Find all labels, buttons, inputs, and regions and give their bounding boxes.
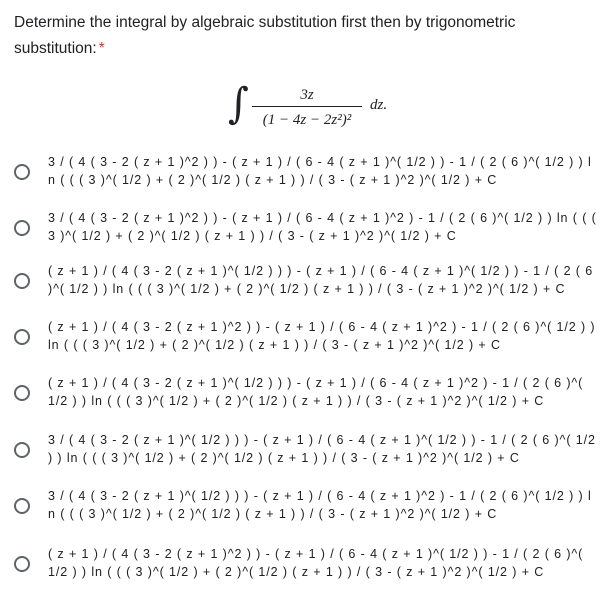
radio-button[interactable] xyxy=(14,273,30,289)
equation-denominator: (1 − 4z − 2z²)² xyxy=(262,112,352,128)
answer-option-1[interactable] xyxy=(14,153,604,197)
answer-option-7[interactable] xyxy=(14,487,604,531)
radio-button[interactable] xyxy=(14,442,30,458)
radio-button[interactable] xyxy=(14,498,30,514)
equation-differential: dz. xyxy=(370,97,388,113)
equation-numerator: 3z xyxy=(300,87,314,103)
option-label: 3 / ( 4 ( 3 - 2 ( z + 1 )^2 ) ) - ( z + 1 ) / ( 6 - 4 ( z + 1 )^( 1/2 ) ) - 1 / ( 2 ( 6 )^( 1/2 ) ) ln ( ( ( 3 )^( 1/2 ) + ( 2 )^( 1/2 ) ( z + 1 ) ) / ( 3 - ( z + 1 )^2 )^( 1/2 ) + C xyxy=(48,155,592,187)
option-label: ( z + 1 ) / ( 4 ( 3 - 2 ( z + 1 )^2 ) ) - ( z + 1 ) / ( 6 - 4 ( z + 1 )^( 1/2 ) ) - 1 / ( 2 ( 6 )^( 1/2 ) ) ln ( ( ( 3 )^( 1/2 ) + ( 2 )^( 1/2 ) ( z + 1 ) ) / ( 3 - ( z + 1 )^2 )^( 1/2 ) + C xyxy=(48,547,584,579)
option-label: ( z + 1 ) / ( 4 ( 3 - 2 ( z + 1 )^( 1/2 ) ) ) - ( z + 1 ) / ( 6 - 4 ( z + 1 )^2 ) - 1 / ( 2 ( 6 )^( 1/2 ) ) ln ( ( ( 3 )^( 1/2 ) + ( 2 )^( 1/2 ) ( z + 1 ) ) / ( 3 - ( z + 1 )^2 )^( 1/2 ) + C xyxy=(48,376,584,408)
equation-fraction xyxy=(250,86,364,130)
answer-option-5[interactable] xyxy=(14,374,604,418)
answer-option-6[interactable] xyxy=(14,431,604,475)
radio-button[interactable] xyxy=(14,329,30,345)
option-label: 3 / ( 4 ( 3 - 2 ( z + 1 )^( 1/2 ) ) ) - ( z + 1 ) / ( 6 - 4 ( z + 1 )^2 ) - 1 / ( 2 ( 6 )^( 1/2 ) ) ln ( ( ( 3 )^( 1/2 ) + ( 2 )^( 1/2 ) ( z + 1 ) ) / ( 3 - ( z + 1 )^2 )^( 1/2 ) + C xyxy=(48,489,592,521)
answer-option-4[interactable] xyxy=(14,318,604,362)
answer-option-8[interactable] xyxy=(14,545,604,589)
option-label: ( z + 1 ) / ( 4 ( 3 - 2 ( z + 1 )^( 1/2 ) ) ) - ( z + 1 ) / ( 6 - 4 ( z + 1 )^( 1/2 ) ) - 1 / ( 2 ( 6 )^( 1/2 ) ) ln ( ( ( 3 )^( 1/2 ) + ( 2 )^( 1/2 ) ( z + 1 ) ) / ( 3 - ( z + 1 )^2 )^( 1/2 ) + C xyxy=(48,264,594,296)
integral-equation xyxy=(228,79,418,154)
radio-button[interactable] xyxy=(14,164,30,180)
option-label: 3 / ( 4 ( 3 - 2 ( z + 1 )^2 ) ) - ( z + 1 ) / ( 6 - 4 ( z + 1 )^2 ) - 1 / ( 2 ( 6 )^( 1/2 ) ) ln ( ( ( 3 )^( 1/2 ) + ( 2 )^( 1/2 ) ( z + 1 ) ) / ( 3 - ( z + 1 )^2 )^( 1/2 ) + C xyxy=(48,211,597,243)
question-title xyxy=(14,10,599,62)
answer-option-3[interactable] xyxy=(14,262,604,306)
radio-button[interactable] xyxy=(14,385,30,401)
question-title-text: Determine the integral by algebraic substitution first then by trigonometric substitution: xyxy=(14,14,516,57)
integral-symbol: ∫ xyxy=(228,79,249,129)
radio-button[interactable] xyxy=(14,220,30,236)
option-label: ( z + 1 ) / ( 4 ( 3 - 2 ( z + 1 )^2 ) ) - ( z + 1 ) / ( 6 - 4 ( z + 1 )^2 ) - 1 / ( 2 ( 6 )^( 1/2 ) ) ln ( ( ( 3 )^( 1/2 ) + ( 2 )^( 1/2 ) ( z + 1 ) ) / ( 3 - ( z + 1 )^2 )^( 1/2 ) + C xyxy=(48,320,596,352)
required-marker: * xyxy=(98,40,105,57)
radio-button[interactable] xyxy=(14,556,30,572)
answer-option-2[interactable] xyxy=(14,209,604,253)
option-label: 3 / ( 4 ( 3 - 2 ( z + 1 )^( 1/2 ) ) ) - ( z + 1 ) / ( 6 - 4 ( z + 1 )^( 1/2 ) ) - 1 / ( 2 ( 6 )^( 1/2 ) ) ln ( ( ( 3 )^( 1/2 ) + ( 2 )^( 1/2 ) ( z + 1 ) ) / ( 3 - ( z + 1 )^2 )^( 1/2 ) + C xyxy=(48,433,596,465)
